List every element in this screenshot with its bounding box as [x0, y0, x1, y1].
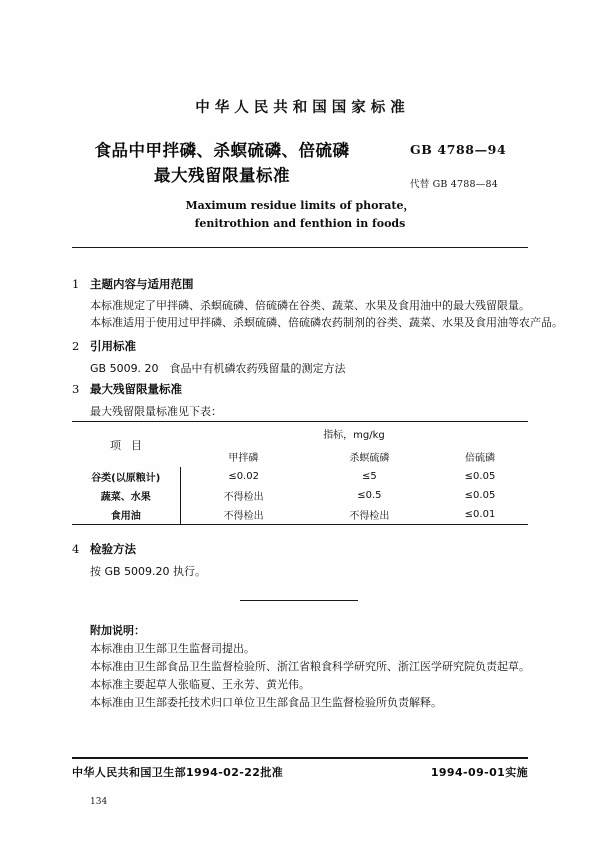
standard-number: GB 4788—94: [410, 142, 507, 157]
table-row-label: 谷类(以原粮计): [72, 467, 180, 486]
standard-number-block: [410, 142, 540, 190]
table-header-item: 项目: [72, 422, 180, 468]
table-row-label: 食用油: [72, 505, 180, 525]
header-divider: [72, 247, 528, 248]
footer-divider: [72, 757, 528, 759]
section-3-body: 最大残留限量标准见下表：: [90, 405, 222, 418]
table-column-header-fenthion: 倍硫磷: [465, 452, 495, 464]
table-row: [72, 467, 528, 486]
appendix-divider: [240, 600, 358, 601]
table-cell-value: 不得检出: [223, 492, 264, 503]
table-row: [72, 486, 528, 505]
section-1-line-1: 本标准规定了甲拌磷、杀螟硫磷、倍硫磷在谷类、蔬菜、水果及食用油中的最大残留限量。: [90, 299, 530, 312]
english-title: [0, 197, 600, 233]
section-1-number: 1: [72, 277, 80, 291]
maximum-residue-limits-table: [72, 421, 528, 525]
english-title-line-1: Maximum residue limits of phorate，: [185, 199, 415, 212]
title-line-1: 食品中甲拌磷、杀螟硫磷、倍硫磷: [94, 141, 350, 160]
footer-approval: 中华人民共和国卫生部1994-02-22批准: [72, 766, 284, 779]
section-2-heading: [72, 338, 136, 354]
table-cell-value: 不得检出: [180, 505, 307, 525]
document-title: [72, 138, 372, 188]
table-row-label: 蔬菜、水果: [72, 486, 180, 505]
table-cell-value: 不得检出: [307, 505, 432, 525]
table-cell-value: ≤0.02: [228, 471, 259, 482]
section-2-number: 2: [72, 339, 80, 353]
table-row: [72, 505, 528, 525]
table-column-header-phorate: 甲拌磷: [228, 452, 259, 464]
english-title-line-2: fenitrothion and fenthion in foods: [194, 217, 406, 230]
section-2-body: GB 5009. 20 食品中有机磷农药残留量的测定方法: [90, 362, 346, 375]
table-header-index: 指标，mg/kg: [180, 422, 528, 446]
table-cell-value: ≤0.05: [464, 471, 496, 482]
table-cell-value: ≤0.05: [464, 490, 496, 501]
section-1-line-2: 本标准适用于使用过甲拌磷、杀螟硫磷、倍硫磷农药制剂的谷类、蔬菜、水果及食用油等农产品。: [90, 316, 563, 329]
section-4-heading: [72, 541, 136, 557]
section-3-title: 最大残留限量标准: [90, 382, 182, 396]
section-1-heading: [72, 276, 194, 292]
national-standard-header: 中华人民共和国国家标准: [195, 100, 410, 116]
table-cell-value: ≤0.01: [432, 505, 528, 525]
section-3-number: 3: [72, 382, 80, 396]
appendix-line-1: 本标准由卫生部卫生监督司提出。: [90, 642, 255, 655]
section-4-number: 4: [72, 542, 80, 556]
appendix-line-2: 本标准由卫生部食品卫生监督检验所、浙江省粮食科学研究所、浙江医学研究院负责起草。: [90, 660, 530, 673]
table-column-header-fenitrothion: 杀螟硫磷: [349, 452, 390, 464]
page-number: 134: [90, 797, 108, 807]
section-1-title: 主题内容与适用范围: [90, 277, 194, 291]
table-cell-value: ≤0.5: [357, 490, 382, 501]
table-header-row-1: [72, 422, 528, 446]
standard-replaces: 代替 GB 4788—84: [410, 179, 498, 190]
section-4-title: 检验方法: [90, 542, 136, 556]
section-2-title: 引用标准: [90, 339, 136, 353]
appendix-notes: [90, 622, 530, 712]
appendix-line-3: 本标准主要起草人张临夏、王永芳、黄光伟。: [90, 678, 310, 691]
section-3-heading: [72, 381, 182, 397]
section-4-body: 按 GB 5009.20 执行。: [90, 565, 207, 578]
appendix-title: 附加说明：: [90, 624, 145, 637]
title-line-2: 最大残留限量标准: [154, 166, 290, 185]
footer-implementation: 1994-09-01实施: [430, 766, 528, 779]
table-cell-value: ≤5: [362, 471, 377, 482]
appendix-line-4: 本标准由卫生部委托技术归口单位卫生部食品卫生监督检验所负责解释。: [90, 696, 442, 709]
section-1-body: [90, 297, 563, 331]
